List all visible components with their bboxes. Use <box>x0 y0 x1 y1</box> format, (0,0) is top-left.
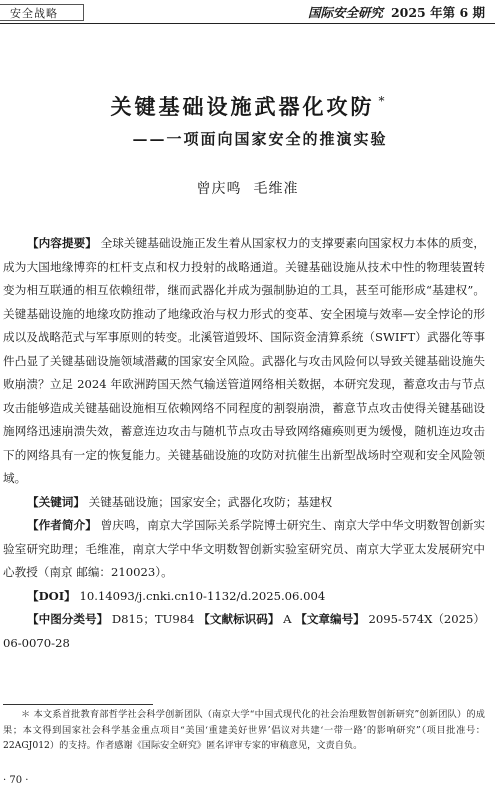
running-header <box>0 0 495 24</box>
keywords-text: 关键基础设施；国家安全；武器化攻防；基建权 <box>88 494 333 509</box>
author-2: 毛维准 <box>253 181 299 197</box>
footnote-rule <box>3 704 153 705</box>
section-label: 安全战略 <box>0 4 84 21</box>
abstract-paragraph <box>3 232 485 491</box>
clc-label: 【中图分类号】 <box>27 612 109 626</box>
header-rule <box>0 23 495 24</box>
article-subtitle: ——一项面向国家安全的推演实验 <box>132 130 388 148</box>
abstract-text: 全球关键基础设施正发生着从国家权力的支撑要素向国家权力本体的质变，成为大国地缘博弈的杠杆支点和权力投射的战略通道。关键基础设施从技术中性的物理装置转变为相互联通的相互依赖纽带，继而武器化并成为强制胁迫的工具，甚至可能形成“基建权”。关键基础设施的地缘攻防推动了地缘政治与权力形式的变革、安全困境与效率—安全悖论的形成以及战略范式与军事原则的转变。北溪管道毁坏、国际资金清算系统（SWIFT）武器化等事件凸显了关键基础设施领域潜藏的国家安全风险。武器化与攻击风险何以导致关键基础设施失败崩溃？立足 2024 年欧洲跨国天然气输送管道网络相关数据，本研究发现，蓄意攻击与节点攻击能够造成关键基础设施相互依赖网络不同程度的割裂崩溃，蓄意节点攻击使得关键基础设施网络迅速崩溃失效，蓄意连边攻击与随机节点攻击导致网络瘫痪则更为缓慢，随机连边攻击下的网络具有一定的恢复能力。关键基础设施的攻防对抗催生出新型战场时空观和安全风险领域。 <box>3 236 485 485</box>
abstract-label: 【内容提要】 <box>27 236 97 250</box>
journal-name: 国际安全研究 <box>307 5 383 20</box>
author-intro-paragraph <box>3 514 485 585</box>
author-line <box>0 178 495 200</box>
page-number: · 70 · <box>3 775 29 786</box>
footnote <box>3 707 485 754</box>
clc-value: D815；TU984 <box>111 612 195 626</box>
article-title <box>0 86 495 122</box>
keywords-paragraph <box>3 491 485 515</box>
doc-code-label: 【文献标识码】 <box>198 612 280 626</box>
author-1: 曾庆鸣 <box>196 181 242 197</box>
doc-code-value: A <box>283 612 292 626</box>
title-text: 关键基础设施武器化攻防 <box>110 94 375 119</box>
front-matter <box>3 232 485 655</box>
author-intro-text: 曾庆鸣，南京大学国际关系学院博士研究生、南京大学中华文明数智创新实验室研究助理；毛维准，南京大学中华文明数智创新实验室研究员、南京大学亚太发展研究中心教授（南京 邮编：210023）。 <box>3 518 485 579</box>
article-no-label: 【文章编号】 <box>295 612 365 626</box>
title-footnote-mark: * <box>378 94 385 108</box>
classification-paragraph <box>3 608 485 655</box>
footnote-text: ＊ 本文系首批教育部哲学社会科学创新团队（南京大学“中国式现代化的社会治理数智创新研究”创新团队）的成果；本文得到国家社会科学基金重点项目“美国‘重建美好世界’倡议对共建‘一带一路’的影响研究”（项目批准号：22AGJ012）的支持。作者感谢《国际安全研究》匿名评审专家的审稿意见，文责自负。 <box>3 709 485 751</box>
keywords-label: 【关键词】 <box>27 494 85 509</box>
doi-text: 10.14093/j.cnki.cn10-1132/d.2025.06.004 <box>79 588 326 603</box>
article-no-value: 2095-574X（2025）06-0070-28 <box>3 612 486 650</box>
journal-info <box>308 5 485 21</box>
issue-number: 2025 年第 6 期 <box>390 5 485 20</box>
author-intro-label: 【作者简介】 <box>27 518 97 532</box>
doi-paragraph <box>3 585 485 609</box>
doi-label: 【DOI】 <box>27 588 76 603</box>
